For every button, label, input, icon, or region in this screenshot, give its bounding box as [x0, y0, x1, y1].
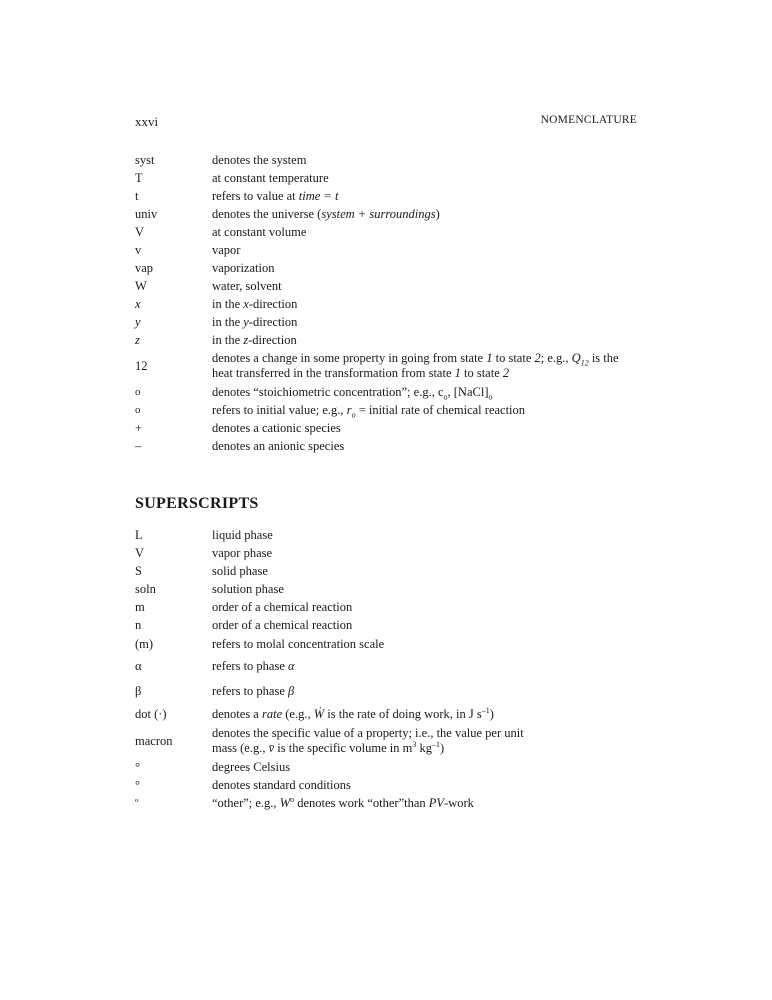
- description: liquid phase: [212, 527, 273, 542]
- list-item: [135, 223, 635, 241]
- list-item: [135, 259, 635, 277]
- description: in the x-direction: [212, 296, 298, 311]
- list-item: [135, 313, 635, 331]
- description: “other”; e.g., $W^o$ denotes work “other”than PV-work: [212, 794, 474, 810]
- symbol: W: [135, 278, 147, 293]
- list-item: [135, 526, 635, 544]
- list-item: [135, 331, 635, 349]
- list-item: [135, 205, 635, 223]
- list-item: [135, 562, 635, 580]
- description: refers to value at time = t: [212, 188, 339, 203]
- symbol: t: [135, 188, 139, 203]
- symbol: S: [135, 563, 142, 578]
- description: refers to phase α: [212, 659, 295, 673]
- list-item: [135, 349, 635, 383]
- description: refers to molal concentration scale: [212, 636, 385, 651]
- symbol: soln: [135, 581, 156, 596]
- list-item: [135, 151, 635, 169]
- symbol: V: [135, 545, 145, 560]
- subscripts-list: [135, 151, 635, 455]
- symbol: v: [135, 242, 142, 257]
- symbol: α: [135, 659, 142, 673]
- list-item: [135, 724, 635, 758]
- section-heading-superscripts: SUPERSCRIPTS: [135, 495, 259, 512]
- description: refers to phase β: [212, 684, 295, 698]
- symbol: L: [135, 527, 143, 542]
- list-item: [135, 383, 635, 401]
- symbol: 12: [135, 358, 148, 373]
- description: denotes a change in some property in going from state 1 to state 2; e.g., $Q_{12}$ is the heat transferred in the transformation from state 1 to state 2: [212, 351, 619, 380]
- description: order of a chemical reaction: [212, 599, 353, 614]
- description: vapor phase: [212, 545, 273, 560]
- list-item: [135, 704, 635, 724]
- list-item: [135, 241, 635, 259]
- description: at constant temperature: [212, 170, 329, 185]
- description: denotes a cationic species: [212, 420, 341, 435]
- description: in the y-direction: [212, 314, 298, 329]
- description: denotes the universe (system + surroundings): [212, 206, 440, 221]
- list-item: [135, 794, 635, 812]
- list-item: [135, 776, 635, 794]
- list-item: [135, 187, 635, 205]
- description: at constant volume: [212, 224, 307, 239]
- symbol: +: [135, 420, 143, 435]
- symbol: V: [135, 224, 145, 239]
- description: in the z-direction: [212, 332, 297, 347]
- list-item: [135, 634, 635, 654]
- list-item: [135, 544, 635, 562]
- symbol: macron: [135, 733, 173, 748]
- description: denotes “stoichiometric concentration”; e.g., $c_o$, $[NaCl]_o$: [212, 384, 493, 401]
- superscripts-list: [135, 526, 635, 812]
- symbol: m: [135, 599, 145, 614]
- symbol: n: [135, 617, 142, 632]
- list-item: [135, 277, 635, 295]
- symbol: x: [135, 296, 141, 311]
- symbol: (m): [135, 636, 154, 651]
- description: denotes the specific value of a property; i.e., the value per unit mass (e.g., v̄ is the specific volume in $m^3$ $kg^{-1}$): [212, 726, 524, 755]
- list-item: [135, 598, 635, 616]
- list-item: [135, 419, 635, 437]
- list-item: [135, 758, 635, 776]
- symbol: dot (·): [135, 706, 167, 721]
- symbol: o: [135, 404, 141, 416]
- description: refers to initial value; e.g., $r_o$ = initial rate of chemical reaction: [212, 402, 526, 419]
- list-item: [135, 616, 635, 634]
- symbol: y: [135, 314, 141, 329]
- chapter-title: NOMENCLATURE: [540, 114, 637, 126]
- list-item: [135, 654, 635, 679]
- symbol: °: [135, 777, 140, 792]
- symbol: T: [135, 170, 143, 185]
- description: degrees Celsius: [212, 759, 291, 774]
- symbol: syst: [135, 152, 155, 167]
- symbol: o: [135, 386, 141, 398]
- symbol: β: [135, 684, 142, 698]
- symbol: univ: [135, 206, 158, 221]
- symbol: °: [135, 759, 140, 774]
- page-number: xxvi: [135, 114, 159, 129]
- symbol: º: [135, 797, 139, 809]
- symbol: vap: [135, 260, 154, 275]
- description: vaporization: [212, 260, 275, 275]
- list-item: [135, 437, 635, 455]
- list-item: [135, 401, 635, 419]
- description: denotes standard conditions: [212, 777, 351, 792]
- list-item: [135, 580, 635, 598]
- description: vapor: [212, 242, 241, 257]
- description: denotes an anionic species: [212, 438, 345, 453]
- list-item: [135, 679, 635, 704]
- list-item: [135, 169, 635, 187]
- list-item: [135, 295, 635, 313]
- symbol: z: [135, 332, 140, 347]
- description: order of a chemical reaction: [212, 617, 353, 632]
- running-head: [135, 114, 637, 130]
- description: water, solvent: [212, 278, 282, 293]
- symbol: –: [135, 438, 142, 453]
- description: denotes the system: [212, 152, 307, 167]
- description: solution phase: [212, 581, 284, 596]
- description: denotes a rate (e.g., Ẇ is the rate of doing work, in J $s^{-1}$): [212, 705, 494, 721]
- description: solid phase: [212, 563, 268, 578]
